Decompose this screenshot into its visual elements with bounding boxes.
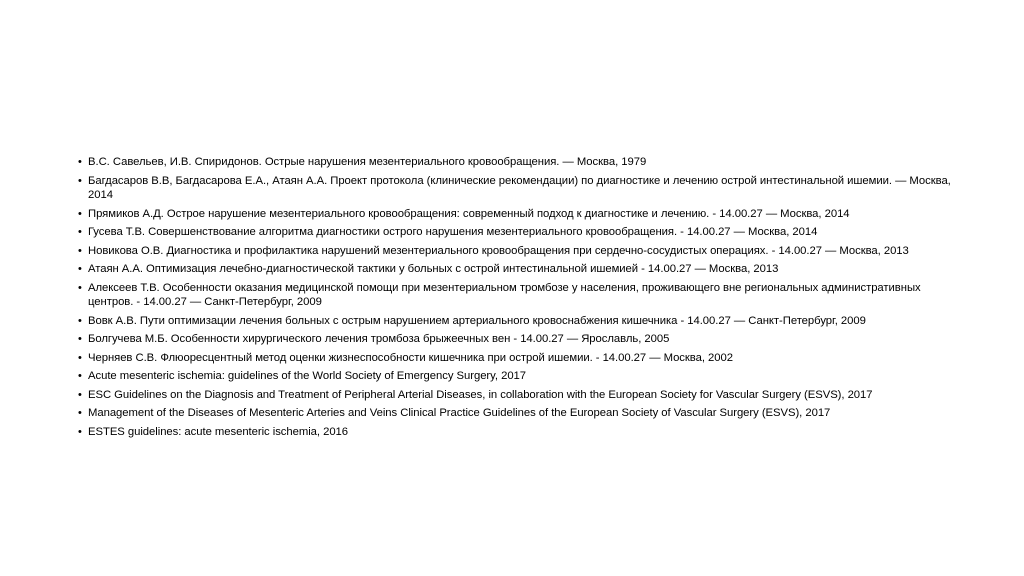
reference-text: Гусева Т.В. Совершенствование алгоритма диагностики острого нарушения мезентериального кровообращения. - 14.00.27 — Москва, 2014 [88,226,818,238]
bullet-icon: • [78,314,82,327]
reference-item [78,351,958,366]
bullet-icon: • [78,156,82,168]
reference-item [78,244,958,259]
bullet-icon: • [78,333,82,345]
reference-text: Атаян А.А. Оптимизация лечебно-диагностической тактики у больных с острой интестинальной ишемией - 14.00.27 — Москва, 2013 [88,263,779,275]
reference-text: Новикова О.В. Диагностика и профилактика нарушений мезентериального кровообращения при сердечно-сосудистых операциях. - 14.00.27 — Москва, 2013 [88,244,909,257]
bullet-icon: • [78,388,82,401]
reference-item [78,314,958,329]
reference-list [78,155,958,443]
bullet-icon: • [78,407,82,419]
bullet-icon: • [78,226,82,238]
reference-text: В.С. Савельев, И.В. Спиридонов. Острые нарушения мезентериального кровообращения. — Москва, 1979 [88,156,647,168]
reference-text: Прямиков А.Д. Острое нарушение мезентериального кровообращения: современный подход к диагностике и лечению. - 14.00.27 — Москва, 2014 [88,207,850,220]
bullet-icon: • [78,244,82,257]
bullet-icon: • [78,207,82,220]
reference-item [78,369,958,384]
reference-item [78,388,958,403]
reference-item [78,425,958,440]
reference-item [78,155,958,170]
reference-text: Management of the Diseases of Mesenteric Arteries and Veins Clinical Practice Guidelines of the European Society of Vascular Surgery (ESVS), 2017 [88,407,831,419]
reference-text: ESC Guidelines on the Diagnosis and Treatment of Peripheral Arterial Diseases, in collaboration with the European Society for Vascular Surgery (ESVS), 2017 [88,388,873,401]
reference-text: Вовк А.В. Пути оптимизации лечения больных с острым нарушением артериального кровоснабжения кишечника - 14.00.27 — Санкт-Петербург, 2009 [88,314,866,327]
bullet-icon: • [78,281,82,294]
bullet-icon: • [78,425,82,438]
reference-text: Болгучева М.Б. Особенности хирургического лечения тромбоза брыжеечных вен - 14.00.27 — Ярославль, 2005 [88,333,670,345]
reference-item [78,225,958,240]
reference-item [78,281,958,310]
reference-text: ESTES guidelines: acute mesenteric ischemia, 2016 [88,425,349,438]
bullet-icon: • [78,351,82,364]
bullet-icon: • [78,263,82,275]
reference-item [78,406,958,421]
reference-item [78,262,958,277]
bullet-icon: • [78,370,82,382]
reference-item [78,174,958,203]
reference-text: Багдасаров В.В, Багдасарова Е.А., Атаян А.А. Проект протокола (клинические рекомендации) по диагностике и лечению острой интестинальной ишемии. — Москва, 2014 [88,174,951,201]
reference-item [78,332,958,347]
bullet-icon: • [78,174,82,187]
reference-text: Алексеев Т.В. Особенности оказания медицинской помощи при мезентериальном тромбозе у населения, проживающего вне региональных административных центров. - 14.00.27 — Санкт-Петербург, 2009 [88,281,921,308]
reference-text: Acute mesenteric ischemia: guidelines of the World Society of Emergency Surgery, 2017 [88,370,527,382]
reference-text: Черняев С.В. Флюоресцентный метод оценки жизнеспособности кишечника при острой ишемии. - 14.00.27 — Москва, 2002 [88,351,733,364]
reference-item [78,207,958,222]
